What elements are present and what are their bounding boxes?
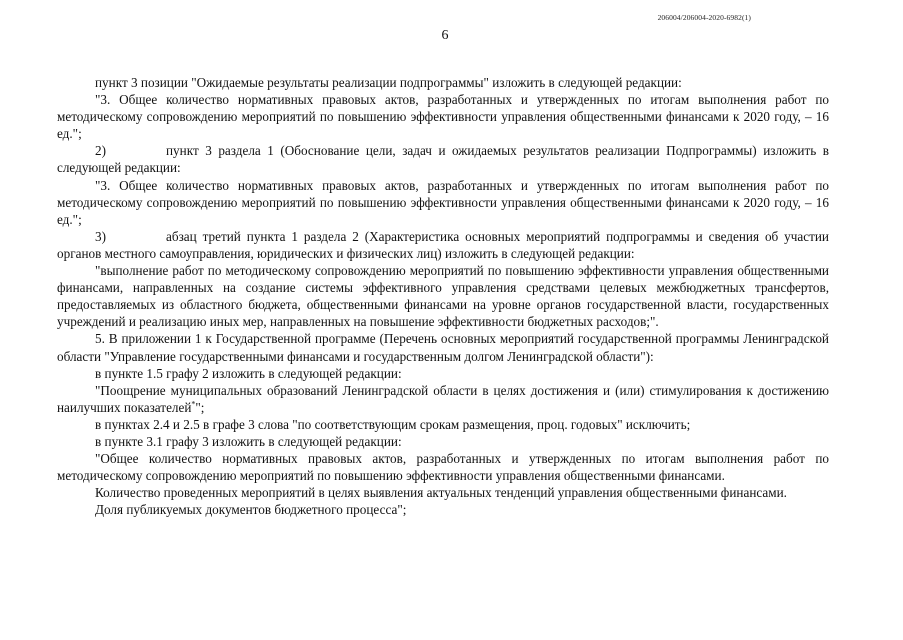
numbered-paragraph: 2) пункт 3 раздела 1 (Обоснование цели, задач и ожидаемых результатов реализации Подпрограммы) изложить в следующей редакции: <box>57 143 829 176</box>
item-number: 3) <box>95 228 106 244</box>
paragraph: "Поощрение муниципальных образований Ленинградской области в целях достижения и (или) стимулирования к достижению наилучших показателей*"; <box>57 382 829 415</box>
paragraph: "Общее количество нормативных правовых актов, разработанных и утвержденных по итогам выполнения работ по методическому сопровождению мероприятий по повышению эффективности управления общественными финансами. <box>57 451 829 484</box>
footnote-marker: * <box>191 399 196 409</box>
numbered-paragraph: 3) абзац третий пункта 1 раздела 2 (Характеристика основных мероприятий подпрограммы и сведения об участии органов местного самоуправления, юридических и физических лиц) изложить в следующей редакции: <box>57 228 829 261</box>
paragraph: "3. Общее количество нормативных правовых актов, разработанных и утвержденных по итогам выполнения работ по методическому сопровождению мероприятий по повышению эффективности управления общественными финансами к 2020 году, – 16 ед."; <box>57 177 829 227</box>
document-body <box>57 74 829 518</box>
paragraph: в пункте 3.1 графу 3 изложить в следующей редакции: <box>95 433 402 449</box>
paragraph: 5. В приложении 1 к Государственной программе (Перечень основных мероприятий государственной программы Ленинградской области "Управление государственными финансами и государственным долгом Ленинградской области"): <box>57 331 829 364</box>
document-id: 206004/206004-2020-6982(1) <box>657 13 751 22</box>
paragraph: Количество проведенных мероприятий в целях выявления актуальных тенденций управления общественными финансами. <box>95 485 787 501</box>
paragraph: в пунктах 2.4 и 2.5 в графе 3 слова "по соответствующим срокам размещения, проц. годовых" исключить; <box>95 416 691 432</box>
page-number: 6 <box>441 28 449 43</box>
paragraph: Доля публикуемых документов бюджетного процесса"; <box>95 502 407 518</box>
paragraph: пункт 3 позиции "Ожидаемые результаты реализации подпрограммы" изложить в следующей редакции: <box>95 75 682 90</box>
paragraph: "выполнение работ по методическому сопровождению мероприятий по повышению эффективности управления общественными финансами, направленных на создание системы эффективного управления средствами целевых межбюджетных трансфертов, предоставляемых из областного бюджета, общественными финансами на уровне органов государственной власти, государственных учреждений и реализацию иных мер, направленных на повышение эффективности бюджетных расходов;". <box>57 263 829 330</box>
item-number: 2) <box>95 143 106 159</box>
paragraph: "3. Общее количество нормативных правовых актов, разработанных и утвержденных по итогам выполнения работ по методическому сопровождению мероприятий по повышению эффективности управления общественными финансами к 2020 году, – 16 ед."; <box>57 92 829 142</box>
paragraph: в пункте 1.5 графу 2 изложить в следующей редакции: <box>95 365 402 381</box>
